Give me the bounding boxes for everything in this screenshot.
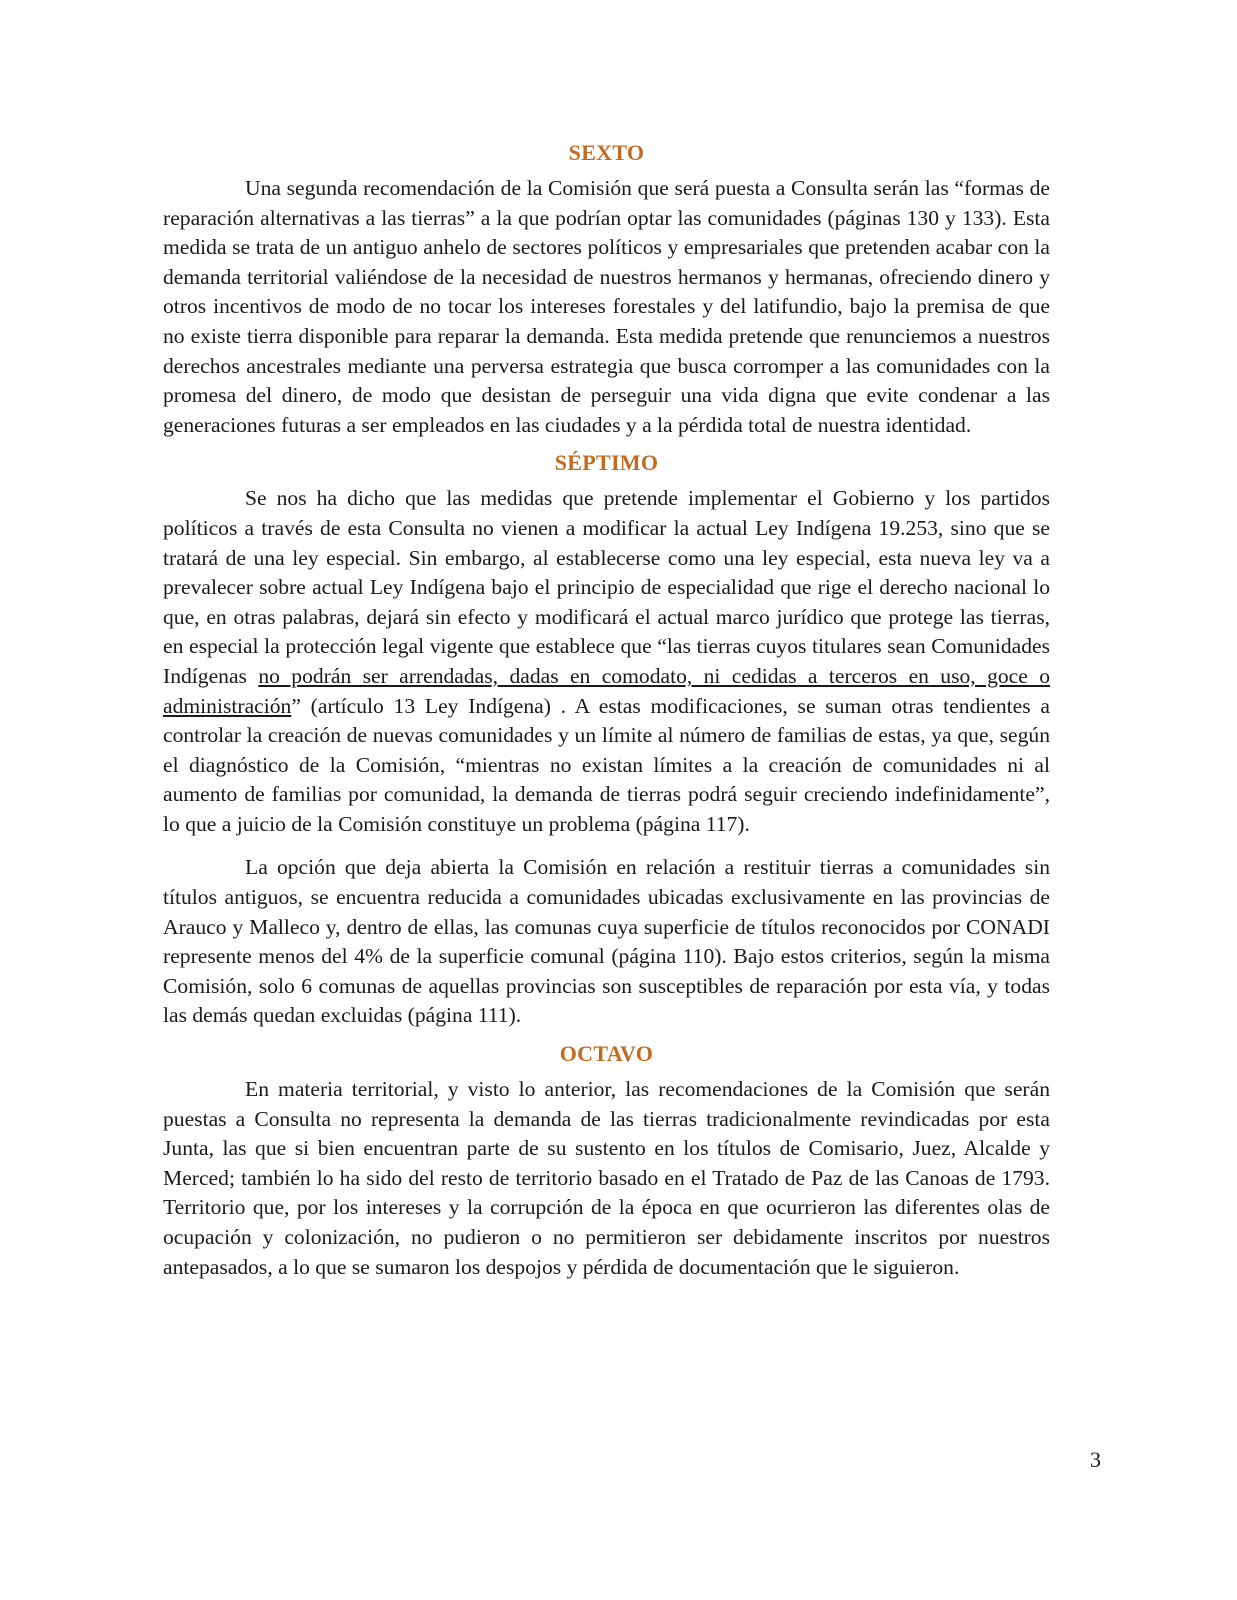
paragraph-septimo-2: La opción que deja abierta la Comisión en relación a restituir tierras a comunidades sin títulos antiguos, se encuentra reducida a comunidades ubicadas exclusivamente en las provincias de Arauco y Malleco y, dentro de ellas, las comunas cuya superficie de títulos reconocidos por CONADI represente menos del 4% de la superficie comunal (página 110). Bajo estos criterios, según la misma Comisión, solo 6 comunas de aquellas provincias son susceptibles de reparación por esta vía, y todas las demás quedan excluidas (página 111). (163, 855, 1050, 1028)
section-heading-sexto: SEXTO (568, 140, 645, 165)
section-heading-septimo: SÉPTIMO (554, 450, 659, 476)
page-number: 3 (1090, 1447, 1101, 1472)
paragraph-sexto: Una segunda recomendación de la Comisión que será puesta a Consulta serán las “formas de reparación alternativas a las tierras” a la que podrían optar las comunidades (páginas 130 y 133). Esta medida se trata de un antiguo anhelo de sectores políticos y empresariales que pretenden acabar con la demanda territorial valiéndose de la necesidad de nuestros hermanos y hermanas, ofreciendo dinero y otros incentivos de modo de no tocar los intereses forestales y del latifundio, bajo la premisa de que no existe tierra disponible para reparar la demanda. Esta medida pretende que renunciemos a nuestros derechos ancestrales mediante una perversa estrategia que busca corromper a las comunidades con la promesa del dinero, de modo que desistan de perseguir una vida digna que evite condenar a las generaciones futuras a ser empleados en las ciudades y a la pérdida total de nuestra identidad. (163, 176, 1050, 437)
paragraph-septimo-1-text-b: ” (artículo 13 Ley Indígena) . A estas modificaciones, se suman otras tendientes a controlar la creación de nuevas comunidades y un límite al número de familias de estas, ya que, según el diagnóstico de la Comisión, “mientras no existan límites a la creación de comunidades ni al aumento de familias por comunidad, la demanda de tierras podrá seguir creciendo indefinidamente”, lo que a juicio de la Comisión constituye un problema (página 117). (163, 693, 1050, 836)
paragraph-octavo: En materia territorial, y visto lo anterior, las recomendaciones de la Comisión que serán puestas a Consulta no representa la demanda de las tierras tradicionalmente revindicadas por esta Junta, las que si bien encuentran parte de su sustento en los títulos de Comisario, Juez, Alcalde y Merced; también lo ha sido del resto de territorio basado en el Tratado de Paz de las Canoas de 1793. Territorio que, por los intereses y la corrupción de la época en que ocurrieron las diferentes olas de ocupación y colonización, no pudieron o no permitieron ser debidamente inscritos por nuestros antepasados, a lo que se sumaron los despojos y pérdida de documentación que le siguieron. (163, 1077, 1050, 1279)
document-page (163, 138, 1050, 1282)
paragraph-septimo-1 (163, 484, 1050, 839)
paragraph-septimo-1-text-a: Se nos ha dicho que las medidas que pretende implementar el Gobierno y los partidos políticos a través de esta Consulta no vienen a modificar la actual Ley Indígena 19.253, sino que se tratará de una ley especial. Sin embargo, al establecerse como una ley especial, esta nueva ley va a prevalecer sobre actual Ley Indígena bajo el principio de especialidad que rige el derecho nacional lo que, en otras palabras, dejará sin efecto y modificará el actual marco jurídico que protege las tierras, en especial la protección legal vigente que establece que “las tierras cuyos titulares sean Comunidades Indígenas (163, 486, 1050, 688)
section-heading-octavo: OCTAVO (559, 1041, 654, 1067)
underlined-quote: no podrán ser arrendadas, dadas en comodato, ni cedidas a terceros en uso, goce o administración (163, 663, 1050, 718)
